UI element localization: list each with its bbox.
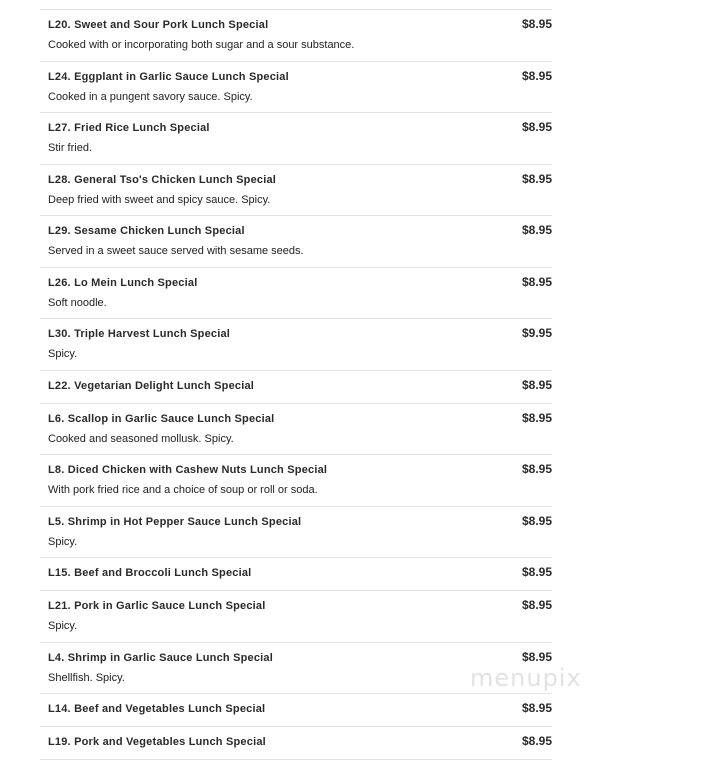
menu-item-price: $9.95	[521, 326, 552, 340]
menu-item-name: L4. Shrimp in Garlic Sauce Lunch Special	[48, 651, 274, 664]
menupix-watermark: menupix	[470, 664, 582, 692]
menu-item-list	[40, 9, 552, 760]
menu-item-price: $8.95	[521, 223, 552, 237]
menu-item-price: $8.95	[521, 17, 552, 31]
menu-item-description: Soft noodle.	[48, 296, 107, 309]
menu-item-price: $8.95	[521, 513, 552, 528]
menu-item-name: L8. Diced Chicken with Cashew Nuts Lunch Special	[48, 464, 328, 476]
menu-item-description: Cooked with or incorporating both sugar and a sour substance.	[48, 39, 355, 51]
menu-item-price: $8.95	[521, 410, 552, 425]
menu-item-name: L21. Pork in Garlic Sauce Lunch Special	[48, 600, 266, 612]
menu-item-name: L29. Sesame Chicken Lunch Special	[48, 225, 245, 237]
menu-item-description: Spicy.	[48, 620, 78, 632]
menu-item-price: $8.95	[521, 377, 552, 392]
menu-item[interactable]	[40, 694, 552, 727]
menu-item[interactable]	[40, 216, 552, 268]
menu-item-price: $8.95	[521, 598, 552, 612]
menu-item-description: Served in a sweet sauce served with sesame seeds.	[48, 245, 304, 257]
menu-item-name: L5. Shrimp in Hot Pepper Sauce Lunch Special	[48, 515, 302, 528]
menu-item-name: L24. Eggplant in Garlic Sauce Lunch Special	[48, 70, 289, 83]
menu-item-name: L15. Beef and Broccoli Lunch Special	[48, 567, 252, 579]
menu-item[interactable]	[40, 727, 552, 760]
menu-item[interactable]	[40, 507, 552, 559]
menu-item-description: Cooked in a pungent savory sauce. Spicy.	[48, 90, 253, 103]
menu-item-name: L6. Scallop in Garlic Sauce Lunch Special	[48, 412, 275, 425]
menu-item-description: Stir fried.	[48, 142, 93, 154]
menu-item[interactable]	[40, 268, 552, 320]
menu-item[interactable]	[40, 10, 552, 62]
menu-item-name: L30. Triple Harvest Lunch Special	[48, 328, 231, 340]
menu-item[interactable]	[40, 113, 552, 165]
menu-item-name: L22. Vegetarian Delight Lunch Special	[48, 379, 255, 392]
menu-item-name: L19. Pork and Vegetables Lunch Special	[48, 736, 266, 748]
menu-item-description: Deep fried with sweet and spicy sauce. Spicy.	[48, 193, 271, 206]
menu-item-name: L20. Sweet and Sour Pork Lunch Special	[48, 19, 269, 31]
menu-item[interactable]	[40, 455, 552, 507]
menu-item-description: Spicy.	[48, 348, 78, 360]
menu-item-price: $8.95	[521, 462, 552, 476]
menu-item-price: $8.95	[521, 171, 552, 186]
menu-item[interactable]	[40, 165, 552, 217]
menu-item[interactable]	[40, 371, 552, 404]
menu-item-name: L14. Beef and Vegetables Lunch Special	[48, 703, 266, 715]
menu-item[interactable]	[40, 319, 552, 371]
menu-item-name: L27. Fried Rice Lunch Special	[48, 122, 210, 134]
menu-item-name: L26. Lo Mein Lunch Special	[48, 276, 198, 289]
menu-item-price: $8.95	[521, 274, 552, 289]
menu-item[interactable]	[40, 591, 552, 643]
menu-item-price: $8.95	[521, 734, 552, 748]
menu-item-price: $8.95	[521, 68, 552, 83]
menu-item[interactable]	[40, 62, 552, 114]
menu-item[interactable]	[40, 404, 552, 456]
menu-item-price: $8.95	[521, 649, 552, 664]
menu-item-name: L28. General Tso's Chicken Lunch Special	[48, 173, 277, 186]
menu-item[interactable]	[40, 558, 552, 591]
menu-item-description: With pork fried rice and a choice of soup or roll or soda.	[48, 484, 318, 496]
menu-item-price: $8.95	[521, 701, 552, 715]
menu-item-description: Shellfish. Spicy.	[48, 671, 125, 684]
menu-item-description: Cooked and seasoned mollusk. Spicy.	[48, 432, 234, 445]
menu-item-description: Spicy.	[48, 535, 78, 548]
menu-item-price: $8.95	[521, 120, 552, 134]
menu-item-price: $8.95	[521, 565, 552, 579]
